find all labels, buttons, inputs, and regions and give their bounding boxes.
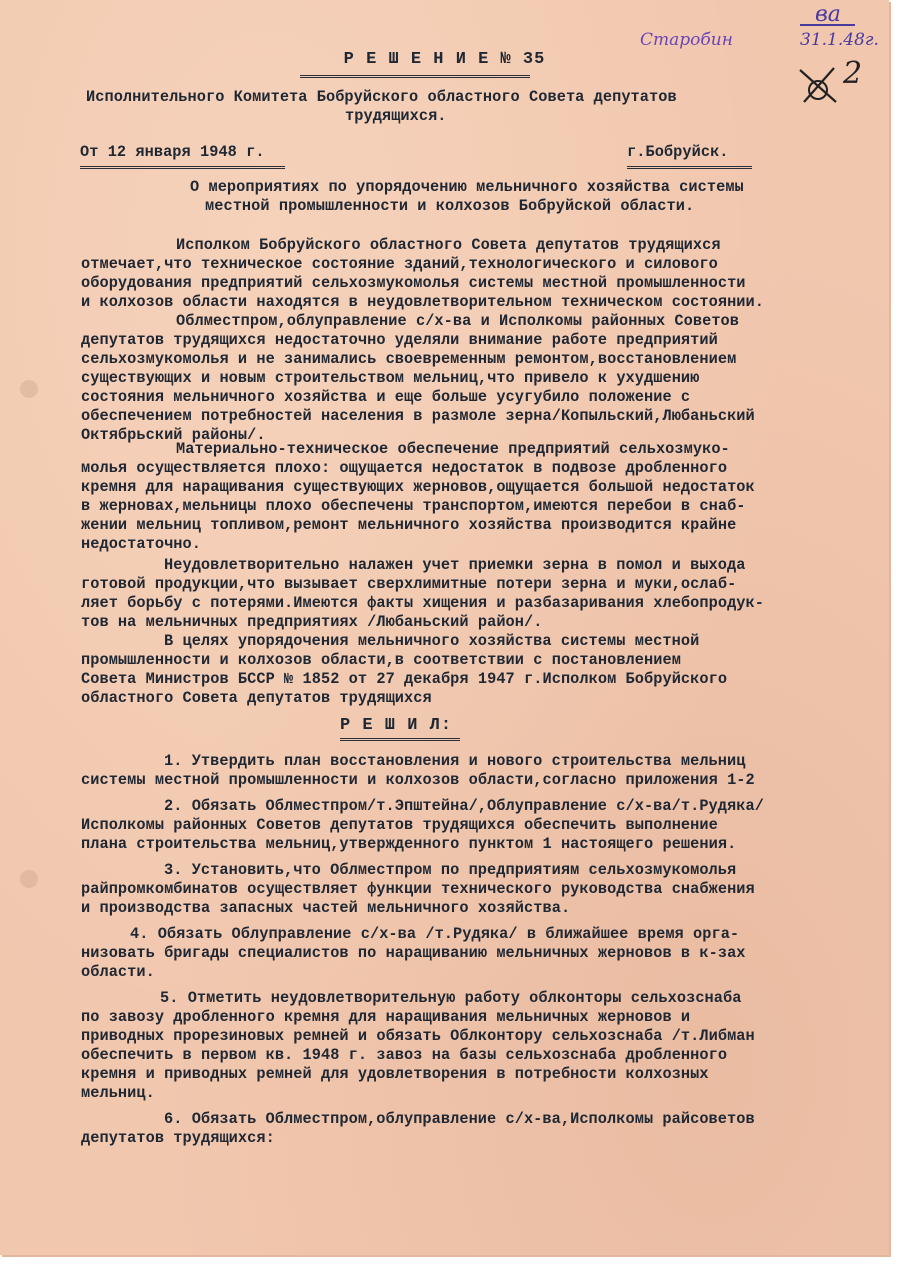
decision-heading: Р Е Ш И Л: [340,716,453,735]
body-line: депутатов трудящихся недостаточно уделяли внимание работе предприятий [81,331,718,349]
body-line: жении мельниц топливом,ремонт мельничного хозяйства производится крайне [81,516,737,534]
decision-item-3: 3. Установить,что Облместпром по предприятиям сельхозмукомолья [164,861,737,879]
title-underline [300,75,530,78]
body-line: существующих и новым строительством мельниц,что привело к ухудшению [81,369,700,387]
decision-item-1: системы местной промышленности и колхозов области,согласно приложения 1-2 [81,771,755,789]
subject-line-2: местной промышленности и колхозов Бобруйской области. [205,197,695,215]
body-line: областного Совета депутатов трудящихся [81,689,432,707]
date-underline [80,166,285,169]
body-line: оборудования предприятий сельхозмукомолья системы местной промышленности [81,274,746,292]
body-line: и колхозов области находятся в неудовлетворительном техническом состоянии. [81,293,764,311]
body-line: сельхозмукомолья и не занимались своевременным ремонтом,восстановлением [81,350,737,368]
decision-item-4: низовать бригады специалистов по наращиванию мельничных жерновов в к-зах [81,944,746,962]
subject-line-1: О мероприятиях по упорядочению мельничного хозяйства системы [190,178,744,196]
body-line: тов на мельничных предприятиях /Любаньский район/. [81,613,543,631]
body-line: готовой продукции,что вызывает сверхлимитные потери зерна и муки,ослаб- [81,575,737,593]
body-line: ляет борьбу с потерями.Имеются факты хищения и разбазаривания хлебопродук- [81,594,764,612]
issuer-line-1: Исполнительного Комитета Бобруйского областного Совета депутатов [86,88,677,106]
decision-item-4: области. [81,963,155,981]
body-line: кремня для наращивания существующих жерновов,ощущается большой недостаток [81,478,755,496]
decision-item-5: кремня и приводных ремней для удовлетворения в потребности колхозных [81,1065,709,1083]
punch-hole [20,380,38,398]
decision-item-5: обеспечить в первом кв. 1948 г. завоз на базы сельхозснаба дробленного [81,1046,728,1064]
body-line: Неудовлетворительно налажен учет приемки зерна в помол и выхода [164,556,746,574]
handwritten-initials: ва [815,2,841,27]
decision-item-3: райпромкомбинатов осуществляет функции технического руководства снабжения [81,880,755,898]
body-line: Октябрьский районы/. [81,426,266,444]
body-line: обеспечением потребностей населения в размоле зерна/Копыльский,Любаньский [81,407,755,425]
body-line: Облместпром,облуправление с/х-ва и Исполкомы районных Советов [176,312,740,330]
decision-item-6: 6. Обязать Облместпром,облуправление с/х-ва,Исполкомы райсоветов [164,1110,755,1128]
document-place: г.Бобруйск. [627,143,729,161]
decision-item-4: 4. Обязать Облуправление с/х-ва /т.Рудяка/ в ближайшее время орга- [130,925,740,943]
body-line: Материально-техническое обеспечение предприятий сельхозмуко- [176,440,730,458]
body-line: недостаточно. [81,535,201,553]
decision-item-5: по завозу дробленного кремня для наращивания мельничных жерновов и [81,1008,691,1026]
decision-item-2: Исполкомы районных Советов депутатов трудящихся обеспечить выполнение [81,816,718,834]
body-line: состояния мельничного хозяйства и еще больше усугубило положение с [81,388,691,406]
body-line: Совета Министров БССР № 1852 от 27 декабря 1947 г.Исполком Бобруйского [81,670,728,688]
document-title: Р Е Ш Е Н И Е № 35 [343,50,546,69]
issuer-line-2: трудящихся. [345,107,447,125]
document-date: От 12 января 1948 г. [80,143,265,161]
decision-item-5: приводных прорезиновых ремней и обязать Облконтору сельхозснаба /т.Либман [81,1027,755,1045]
decision-item-1: 1. Утвердить план восстановления и нового строительства мельниц [164,752,746,770]
decision-item-5: мельниц. [81,1084,155,1102]
place-underline [627,166,752,169]
handwritten-margin-number: 2 [843,56,863,91]
punch-hole [20,870,38,888]
body-line: промышленности и колхозов области,в соответствии с постановлением [81,651,681,669]
decision-item-2: 2. Обязать Облместпром/т.Эпштейна/,Облуправление с/х-ва/т.Рудяка/ [164,797,764,815]
body-line: молья осуществляется плохо: ощущается недостаток в подвозе дробленного [81,459,728,477]
underline-mark [800,24,855,26]
body-line: Исполком Бобруйского областного Совета депутатов трудящихся [176,236,721,254]
decision-item-6: депутатов трудящихся: [81,1129,275,1147]
decision-item-3: и производства запасных частей мельничного хозяйства. [81,899,571,917]
decision-item-5: 5. Отметить неудовлетворительную работу облконторы сельхозснаба [160,989,742,1007]
handwritten-name: Старобин [640,30,733,50]
body-line: отмечает,что техническое состояние зданий,технологического и силового [81,255,718,273]
body-line: В целях упорядочения мельничного хозяйства системы местной [164,632,700,650]
decision-underline [340,738,460,741]
decision-item-2: плана строительства мельниц,утвержденного пунктом 1 настоящего решения. [81,835,737,853]
body-line: в жерновах,мельницы плохо обеспечены транспортом,имеются перебои в снаб- [81,497,746,515]
handwritten-date: 31.1.48г. [800,30,879,50]
